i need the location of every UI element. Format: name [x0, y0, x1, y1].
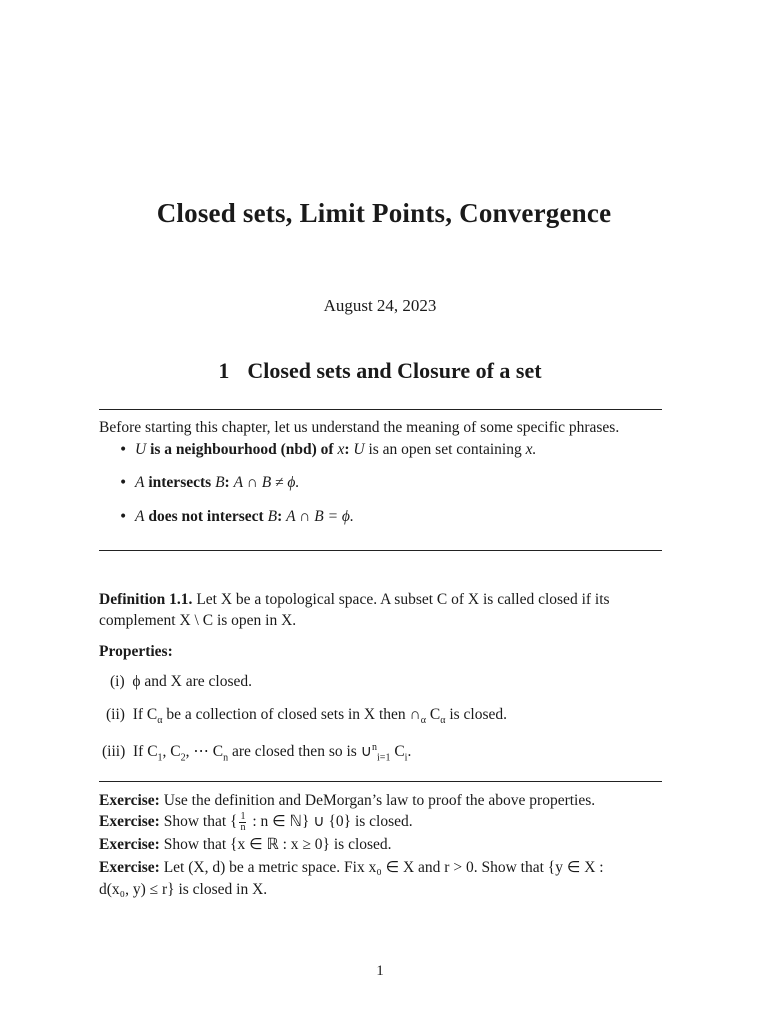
exercise-text: : n ∈ ℕ} ∪ {0} is closed. — [248, 813, 413, 830]
exercise-text: Show that {x ∈ ℝ : x ≥ 0} is closed. — [163, 836, 392, 853]
subscript: α — [440, 715, 446, 727]
property-number: (iii) — [102, 743, 126, 761]
properties-heading: Properties: — [99, 643, 173, 660]
bullet-dot: • — [119, 442, 128, 458]
subscript: 1 — [157, 752, 163, 764]
property-text: C — [426, 706, 441, 723]
property-text: is closed. — [445, 706, 508, 723]
bullet-var: B — [267, 508, 278, 525]
bullet-colon: : — [277, 508, 283, 525]
exercise-2 — [99, 811, 413, 833]
bullet-body: A ∩ B = ϕ. — [286, 508, 354, 525]
bullet-var: A — [135, 508, 145, 525]
property-text: C — [390, 743, 405, 761]
bullet-var: x. — [525, 441, 537, 458]
bullet-dot: • — [119, 509, 128, 525]
definition-line-1 — [99, 589, 610, 610]
superscript: n — [372, 742, 378, 753]
property-item-1 — [110, 671, 252, 692]
property-text: If C — [132, 706, 158, 723]
bullet-term: does not intersect — [144, 508, 268, 525]
divider-middle — [99, 550, 662, 551]
bullet-term: is a neighbourhood (nbd) of — [146, 441, 338, 458]
bullet-colon: : — [224, 474, 230, 491]
property-text: ϕ and X are closed. — [132, 673, 253, 690]
exercise-label: Exercise: — [99, 813, 160, 830]
section-number: 1 — [218, 358, 230, 383]
bullet-var: x — [337, 441, 345, 458]
property-number: (ii) — [106, 706, 125, 723]
property-item-3 — [102, 737, 411, 768]
subscript: i — [404, 752, 408, 764]
exercise-4-line-1 — [99, 857, 604, 878]
subscript: n — [223, 752, 229, 764]
exercise-text: Show that { — [163, 813, 238, 830]
subscript: 2 — [180, 752, 186, 764]
property-number: (i) — [110, 673, 125, 690]
section-title: Closed sets and Closure of a set — [247, 358, 542, 383]
definition-text: Let X be a topological space. A subset C of X is called closed if its — [196, 591, 610, 608]
property-text: , C — [162, 743, 181, 761]
fraction — [239, 812, 246, 833]
exercise-label: Exercise: — [99, 792, 160, 809]
property-text: , ⋯ C — [185, 743, 224, 761]
bullet-colon: : — [344, 441, 350, 458]
bullet-body: is an open set containing — [364, 441, 526, 458]
bullet-item-neighbourhood — [135, 439, 536, 460]
bullet-item-not-intersect — [135, 506, 354, 527]
intro-text: Before starting this chapter, let us understand the meaning of some specific phrases. — [99, 419, 620, 436]
bullet-var: A — [135, 474, 145, 491]
page-title: Closed sets, Limit Points, Convergence — [156, 198, 612, 228]
definition-label: Definition 1.1. — [99, 591, 193, 608]
definition-line-2: complement X \ C is open in X. — [99, 612, 297, 629]
bullet-var: U — [135, 441, 147, 458]
exercise-text: Let (X, d) be a metric space. Fix x₀ ∈ X and r > 0. Show that {y ∈ X : — [163, 859, 604, 876]
exercise-1 — [99, 790, 595, 811]
divider-top — [99, 409, 662, 410]
section-heading — [0, 358, 760, 384]
subscript: α — [420, 715, 426, 727]
property-text: be a collection of closed sets in X then ∩ — [162, 706, 421, 723]
exercise-4-line-2: d(x₀, y) ≤ r} is closed in X. — [99, 881, 268, 898]
page-number: 1 — [376, 963, 384, 979]
subscript: i=1 — [377, 752, 391, 764]
subscript: α — [157, 715, 163, 727]
exercise-label: Exercise: — [99, 859, 160, 876]
divider-bottom — [99, 781, 662, 782]
bullet-body: A ∩ B ≠ ϕ. — [233, 474, 300, 491]
bullet-item-intersects — [135, 472, 299, 493]
fraction-denominator: n — [240, 821, 246, 833]
bullet-var: B — [215, 474, 225, 491]
exercise-3 — [99, 834, 392, 855]
document-date: August 24, 2023 — [323, 296, 437, 315]
property-text: If C — [133, 743, 158, 761]
bullet-dot: • — [119, 475, 128, 491]
property-text: are closed then so is ∪ — [228, 743, 373, 761]
bullet-term: intersects — [144, 474, 216, 491]
fraction-numerator: 1 — [240, 810, 246, 822]
bullet-var: U — [353, 441, 365, 458]
exercise-text: Use the definition and DeMorgan’s law to proof the above properties. — [163, 792, 596, 809]
property-item-2 — [106, 704, 507, 731]
property-text: . — [407, 743, 412, 761]
exercise-label: Exercise: — [99, 836, 160, 853]
